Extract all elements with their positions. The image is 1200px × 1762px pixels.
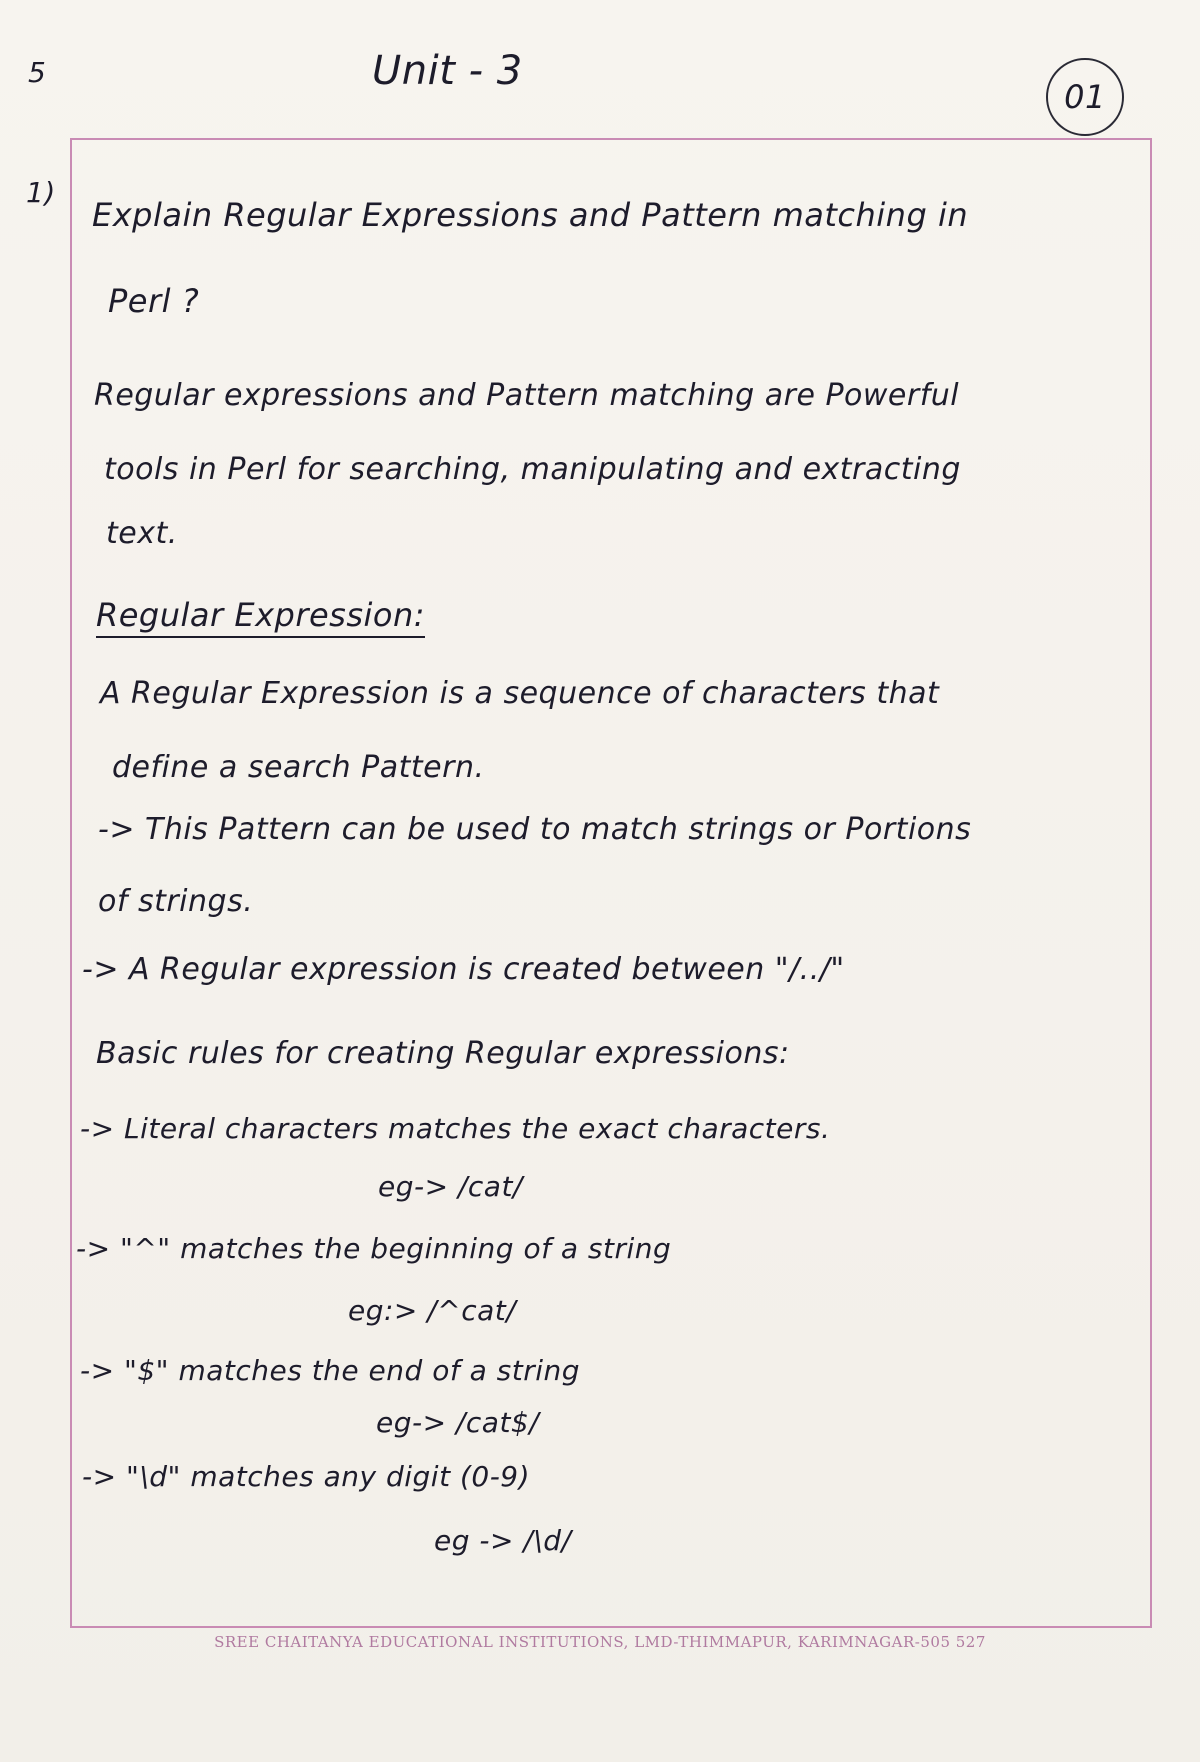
rules-heading: Basic rules for creating Regular expressions: xyxy=(96,1036,790,1071)
question-line-1: Explain Regular Expressions and Pattern matching in xyxy=(92,196,969,234)
definition-line-1: A Regular Expression is a sequence of characters that xyxy=(100,676,940,711)
point-2: -> A Regular expression is created between "/../" xyxy=(82,952,845,987)
rule-3: -> "$" matches the end of a string xyxy=(80,1354,581,1387)
point-1-line-1: -> This Pattern can be used to match strings or Portions xyxy=(98,812,972,847)
page-number: 01 xyxy=(1064,78,1106,116)
page-number-badge xyxy=(1046,58,1124,136)
rule-2-example: eg:> /^cat/ xyxy=(348,1294,517,1327)
rule-4: -> "\d" matches any digit (0-9) xyxy=(82,1460,531,1493)
rule-2: -> "^" matches the beginning of a string xyxy=(76,1232,672,1265)
section-heading-text: Regular Expression: xyxy=(96,596,425,638)
section-heading xyxy=(96,596,425,634)
page-frame xyxy=(70,138,1152,1628)
intro-line-2: tools in Perl for searching, manipulating and extracting xyxy=(104,452,961,487)
intro-line-1: Regular expressions and Pattern matching are Powerful xyxy=(94,378,960,413)
unit-title: Unit - 3 xyxy=(372,48,523,94)
rule-3-example: eg-> /cat$/ xyxy=(376,1406,540,1439)
definition-line-2: define a search Pattern. xyxy=(112,750,485,785)
question-line-2: Perl ? xyxy=(108,282,200,320)
intro-line-3: text. xyxy=(106,516,178,551)
point-1-line-2: of strings. xyxy=(98,884,254,919)
rule-1: -> Literal characters matches the exact characters. xyxy=(80,1112,831,1145)
rule-1-example: eg-> /cat/ xyxy=(378,1170,523,1203)
question-number: 1) xyxy=(26,176,56,209)
footer-institution: SREE CHAITANYA EDUCATIONAL INSTITUTIONS, LMD-THIMMAPUR, KARIMNAGAR-505 527 xyxy=(214,1633,986,1651)
rule-4-example: eg -> /\d/ xyxy=(434,1524,572,1557)
corner-mark: 5 xyxy=(28,56,47,89)
